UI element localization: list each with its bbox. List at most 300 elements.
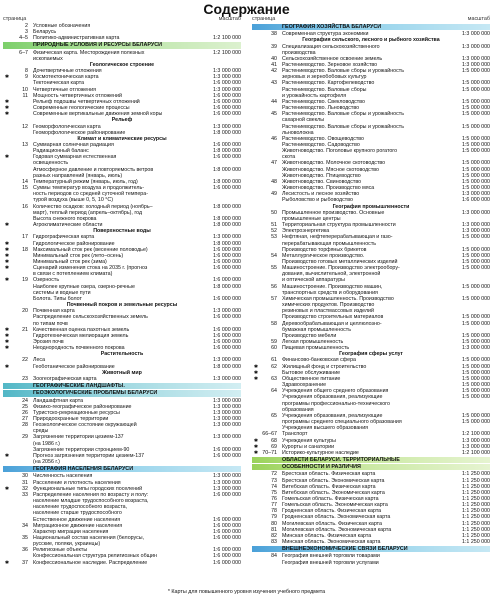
map-scale: 1:5 000 000: [462, 166, 490, 173]
map-scale: 1:5 000 000: [462, 295, 490, 302]
map-scale: 1:6 000 000: [213, 92, 241, 99]
map-scale: [448, 560, 490, 566]
footnote: * Карты для повышенного уровня изучения учебного предмета: [167, 589, 326, 595]
advanced-level-marker: ✱: [253, 449, 259, 456]
entry-title: Транспорт: [282, 431, 308, 438]
page-number: 31: [22, 479, 28, 486]
map-scale: 1:3 000 000: [213, 434, 241, 441]
map-scale: 1:8 000 000: [213, 203, 241, 210]
map-scale: 1:5 000 000: [462, 111, 490, 118]
entry-title: Промышленное производство. Основные: [282, 209, 385, 216]
contents-entry[interactable]: [3, 560, 241, 566]
page-number: [11, 364, 33, 370]
map-scale: 1:8 000 000: [213, 283, 241, 290]
section-band: ОСОБЕННОСТИ И РАЗЛИЧИЯ: [252, 464, 490, 470]
entry-title: География внешней торговли товарами: [282, 553, 380, 560]
entry-title: Функциональные типы городских поселений: [33, 485, 143, 492]
advanced-level-marker: [252, 539, 260, 545]
entry-title: Минимальный сток рек (зима): [33, 258, 107, 265]
entry-title: Дочетвертичные отложения: [33, 68, 102, 75]
column-header: [252, 16, 490, 23]
advanced-level-marker: ✱: [4, 74, 10, 81]
entry-title: Почвенная карта: [33, 308, 75, 315]
map-scale: 1:3 000 000: [462, 443, 490, 450]
page-number: 33: [22, 491, 28, 498]
entry-title: Политико-административная карта: [33, 35, 120, 42]
map-scale: 1:6 000 000: [213, 154, 241, 161]
map-scale: 1:8 000 000: [213, 215, 241, 222]
entry-title: бумажная промышленность: [282, 326, 351, 333]
entry-title: Производство торфяных брикетов: [282, 246, 367, 253]
page-number: 21: [22, 326, 28, 333]
map-scale: 1:5 000 000: [462, 339, 490, 346]
page-number: 6–7: [19, 49, 28, 56]
entry-title: Витебская область. Физическая карта: [282, 483, 376, 490]
map-scale: 1:6 000 000: [213, 339, 241, 346]
entry-title: Беларусь: [33, 29, 57, 36]
map-scale: 1:6 000 000: [213, 111, 241, 118]
page-number: [260, 197, 282, 203]
entry-title: программы среднего специального образования: [282, 419, 402, 426]
entry-title: Агроклиматические области: [33, 222, 103, 229]
entry-title: в связи с потеплением климата): [33, 271, 113, 278]
entry-title: Растениеводство. Овощеводство: [282, 135, 365, 142]
entry-title: образования: [282, 406, 314, 413]
map-scale: 1:1 250 000: [462, 496, 490, 503]
entry-title: Болота. Типы болот: [33, 295, 82, 302]
map-scale: 1:1 250 000: [462, 471, 490, 478]
entry-title: Минская область. Экономическая карта: [282, 539, 381, 546]
page-number: 42: [271, 68, 277, 75]
entry-title: Геоморфологическое районирование: [33, 129, 126, 136]
map-scale: 1:3 000 000: [213, 86, 241, 93]
entry-title: Растениеводство. Валовые сборы и урожайность: [282, 68, 404, 75]
advanced-level-marker: [3, 459, 11, 465]
entry-title: Производство мебели: [282, 332, 337, 339]
page-number: 72: [271, 471, 277, 478]
map-scale: 1:5 000 000: [462, 98, 490, 105]
page-number: 46: [271, 135, 277, 142]
entry-title: Современные вертикальные движения земной коры: [33, 111, 163, 118]
page-number: 12: [22, 123, 28, 130]
map-scale: 1:6 000 000: [213, 535, 241, 541]
map-scale: 1:1 250 000: [462, 489, 490, 496]
entry-title: Конфессиональное наследие. Распределение: [33, 559, 148, 566]
page-number: 40: [271, 55, 277, 62]
page-number: 47: [271, 160, 277, 167]
map-scale: 1:6 000 000: [213, 326, 241, 333]
map-scale: 1:3 000 000: [462, 222, 490, 229]
advanced-level-marker: ✱: [253, 369, 259, 376]
map-scale: 1:1 250 000: [462, 532, 490, 539]
map-scale: 1:6 000 000: [213, 446, 241, 453]
page-number: 34: [22, 522, 28, 529]
page-number: 70–71: [262, 449, 277, 456]
entry-title: Естественное движение населения: [33, 516, 121, 523]
entry-title: Наиболее крупные озера, озерно-речные: [33, 283, 135, 290]
entry-title: Сельскохозяйственное освоение земель: [282, 55, 383, 62]
map-scale: 1:5 000 000: [462, 135, 490, 142]
entry-title: Животноводство. Птицеводство: [282, 172, 361, 179]
entry-title: Брестская область. Экономическая карта: [282, 477, 385, 484]
map-scale: 1:5 000 000: [462, 246, 490, 253]
contents-entry[interactable]: [252, 539, 490, 545]
map-scale: [199, 459, 241, 465]
page-number: [11, 56, 33, 62]
page-number: 69: [271, 443, 277, 450]
entry-title: промышленные центры: [282, 215, 341, 222]
page-number: 15: [22, 185, 28, 192]
entry-title: Конфессиональная структура религиозных общин: [33, 553, 157, 560]
map-scale: 1:6 000 000: [213, 252, 241, 259]
page-number: 65: [271, 412, 277, 419]
page-number: 18: [22, 246, 28, 253]
entry-title: Животноводство. Мясное скотоводство: [282, 166, 379, 173]
map-scale: 1:5 000 000: [462, 252, 490, 259]
entry-title: Зоогеографическая карта: [33, 375, 97, 382]
advanced-level-marker: ✱: [4, 154, 10, 161]
page-number: 16: [22, 203, 28, 210]
advanced-level-marker: [3, 130, 11, 136]
entry-title: население трудоспособного возраста,: [33, 504, 128, 511]
page-number: 58: [271, 320, 277, 327]
map-scale: 1:5 000 000: [462, 142, 490, 149]
advanced-level-marker: ✱: [4, 265, 10, 272]
entry-title: Температурный режим (январь, июль, год): [33, 178, 138, 185]
entry-title: транспортных средств и оборудования: [282, 289, 378, 296]
map-scale: 1:8 000 000: [213, 178, 241, 185]
advanced-level-marker: ✱: [4, 326, 10, 333]
entry-title: Химическая промышленность. Производство: [282, 295, 394, 302]
entry-title: Жилищный фонд и строительство: [282, 363, 367, 370]
entry-title: Минская область. Физическая карта: [282, 532, 372, 539]
entry-title: Условные обозначения: [33, 23, 91, 29]
map-scale: 1:5 000 000: [462, 148, 490, 155]
entry-title: сахарной свеклы: [282, 117, 324, 124]
map-scale: 1:3 000 000: [213, 422, 241, 429]
entry-title: среды: [33, 428, 49, 435]
advanced-level-marker: [252, 31, 260, 37]
entry-title: Загрязнение территории цезием-137: [33, 434, 124, 441]
advanced-level-marker: ✱: [4, 363, 10, 370]
entry-title: Здравоохранение: [282, 382, 327, 389]
entry-title: Физико-географическое районирование: [33, 403, 132, 410]
entry-title: Животноводство. Свиноводство: [282, 178, 362, 185]
map-scale: 1:3 000 000: [462, 345, 490, 352]
entry-title: Суммы температур воздуха и продолжитель-: [33, 185, 145, 192]
page-number: 8: [25, 68, 28, 75]
entry-title: по типам почв: [33, 320, 68, 327]
entry-title: Растениеводство. Зерновое хозяйство: [282, 61, 378, 68]
map-scale: 1:1 250 000: [462, 483, 490, 490]
map-scale: 1:3 000 000: [462, 191, 490, 198]
map-scale: 1:6 000 000: [213, 332, 241, 339]
map-scale: 1:3 000 000: [462, 43, 490, 50]
page-number: 43: [271, 80, 277, 87]
entry-title: Витебская область. Экономическая карта: [282, 489, 385, 496]
map-scale: 1:1 250 000: [462, 526, 490, 533]
page-number: 2: [25, 23, 28, 29]
contents-entry[interactable]: [3, 376, 241, 382]
entry-title: перерабатывающая промышленность: [282, 240, 377, 247]
page-number: 79: [271, 514, 277, 521]
map-scale: 1:2 100 000: [462, 431, 490, 438]
entry-title: Растениеводство. Садоводство: [282, 142, 360, 149]
map-scale: 1:6 000 000: [213, 185, 241, 192]
map-scale: 1:8 000 000: [213, 166, 241, 173]
map-scale: 1:6 000 000: [213, 105, 241, 112]
map-scale: 1:8 000 000: [213, 363, 241, 370]
advanced-level-marker: ✱: [4, 332, 10, 339]
page-number: 83: [271, 539, 277, 546]
map-scale: 1:1 250 000: [462, 514, 490, 521]
entry-title: Миграционное движение населения: [33, 522, 123, 529]
entry-title: Леса: [33, 357, 46, 364]
map-scale: 1:3 000 000: [213, 234, 241, 241]
page-number: 74: [271, 483, 277, 490]
entry-title: Производство готовых металлических изделий: [282, 258, 398, 265]
section-band: ГЕОГРАФИЯ НАСЕЛЕНИЯ БЕЛАРУСИ: [3, 466, 241, 472]
entry-title: резиновых и пластмассовых изделий: [282, 308, 374, 315]
contents-entry[interactable]: [3, 35, 241, 41]
entry-title: Гродненская область. Физическая карта: [282, 508, 382, 515]
page-number: 50: [271, 209, 277, 216]
map-scale: 1:6 000 000: [213, 547, 241, 554]
page-number: 77: [271, 502, 277, 509]
page-number: 35: [22, 535, 28, 541]
entry-title: (на 2056 г.): [33, 459, 60, 466]
entry-title: Финансово-банковская сфера: [282, 357, 356, 364]
contents-entry[interactable]: [252, 450, 490, 456]
map-scale: 1:3 000 000: [213, 68, 241, 75]
map-scale: 1:5 000 000: [462, 382, 490, 389]
entry-title: скота: [282, 154, 296, 161]
entry-title: Геоэкологическое состояние окружающей: [33, 422, 137, 429]
entry-title: Тектоническая карта: [33, 80, 85, 87]
map-scale: 1:8 000 000: [213, 222, 241, 229]
advanced-level-marker: ✱: [253, 443, 259, 450]
contents-entry[interactable]: [252, 560, 490, 566]
entry-title: ископаемых: [33, 55, 63, 62]
entry-title: Высота снежного покрова: [33, 215, 97, 222]
page-number: 60: [271, 345, 277, 352]
subsection-heading: Почвенный покров и земельные ресурсы: [66, 302, 178, 309]
entry-title: Национальный состав населения (белорусы,: [33, 535, 145, 541]
contents-entry[interactable]: [3, 130, 241, 136]
subsection-heading: Рельеф: [111, 117, 133, 124]
page-number: 73: [271, 477, 277, 484]
advanced-level-marker: ✱: [253, 375, 259, 382]
map-scale: 1:5 000 000: [462, 357, 490, 364]
entry-title: Растениеводство. Льноводство: [282, 105, 360, 112]
entry-title: Геоморфологическая карта: [33, 123, 101, 130]
page-number: 22: [22, 357, 28, 364]
map-scale: 1:3 000 000: [213, 409, 241, 416]
page-number: 80: [271, 520, 277, 527]
advanced-level-marker: ✱: [4, 345, 10, 352]
page-number: 36: [22, 547, 28, 554]
page-number: 26: [22, 409, 28, 416]
map-scale: 1:3 000 000: [213, 415, 241, 422]
map-scale: 1:1 250 000: [462, 502, 490, 509]
map-scale: 1:3 000 000: [213, 74, 241, 81]
section-band: ОБЛАСТИ БЕЛАРУСИ. ТЕРРИТОРИАЛЬНЫЕ: [252, 457, 490, 463]
entry-title: Расселение и плотность населения: [33, 479, 121, 486]
entry-title: Максимальный сток рек (весенние половодье): [33, 246, 148, 253]
advanced-level-marker: ✱: [4, 258, 10, 265]
entry-title: Растениеводство. Картофелеводство: [282, 80, 375, 87]
entry-title: Распределение сельскохозяйственных земель: [33, 314, 148, 321]
entry-title: Учреждения образования, реализующие: [282, 394, 383, 401]
entry-title: Суммарная солнечная радиация: [33, 142, 114, 149]
map-scale: 1:5 000 000: [462, 419, 490, 426]
map-scale: 1:3 000 000: [213, 123, 241, 130]
entry-title: Ландшафтная карта: [33, 397, 84, 404]
entry-title: Пищевая промышленность: [282, 345, 350, 352]
page-number: 3: [25, 29, 28, 36]
page-number: 57: [271, 295, 277, 302]
map-scale: 1:6 000 000: [213, 246, 241, 253]
advanced-level-marker: [3, 56, 11, 62]
page-number: [11, 130, 33, 136]
page-number: 29: [22, 434, 28, 441]
page-number: [11, 296, 33, 302]
entry-title: Брестская область. Физическая карта: [282, 471, 376, 478]
map-scale: 1:5 000 000: [462, 234, 490, 241]
page-number: 81: [271, 526, 277, 533]
map-scale: 1:6 000 000: [213, 522, 241, 529]
section-band: ГЕОГРАФИЯ ХОЗЯЙСТВА БЕЛАРУСИ: [252, 24, 490, 30]
map-scale: 1:6 000 000: [213, 559, 241, 566]
map-scale: 1:5 000 000: [462, 283, 490, 290]
entry-title: разных направлений (январь, июль): [33, 172, 123, 179]
page-number: 62: [271, 363, 277, 370]
map-scale: 1:6 000 000: [213, 553, 241, 560]
advanced-level-marker: [252, 345, 260, 351]
subsection-heading: География сельского, лесного и рыбного хозяйства: [302, 37, 440, 44]
entry-title: Могилевская область. Экономическая карта: [282, 526, 392, 533]
entry-title: Машиностроение. Производство машин,: [282, 283, 383, 290]
entry-title: Гидрологическое районирование: [33, 240, 115, 247]
map-scale: 1:5 000 000: [462, 86, 490, 93]
entry-title: дования, вычислительной, электронной: [282, 271, 381, 278]
map-scale: 1:6 000 000: [213, 98, 241, 105]
map-scale: 1:3 000 000: [462, 55, 490, 62]
section-band: ВНЕШНЕЭКОНОМИЧЕСКИЕ СВЯЗИ БЕЛАРУСИ: [252, 546, 490, 552]
advanced-level-marker: ✱: [4, 222, 10, 229]
page-number: 48: [271, 178, 277, 185]
entry-title: Деревообрабатывающая и целлюлозно-: [282, 320, 382, 327]
map-scale: 1:3 000 000: [213, 479, 241, 486]
entry-title: Металлургическое производство.: [282, 252, 365, 259]
contents-entry[interactable]: [3, 459, 241, 465]
entry-title: русские, поляки, украинцы): [33, 541, 101, 548]
map-scale: 1:5 000 000: [462, 80, 490, 87]
entry-title: химических продуктов. Производство: [282, 302, 375, 309]
advanced-level-marker: [252, 560, 260, 566]
map-scale: 1:5 000 000: [462, 265, 490, 272]
entry-title: Учреждения образования, реализующие: [282, 412, 383, 419]
map-scale: 1:3 000 000: [462, 209, 490, 216]
entry-title: Могилевская область. Физическая карта: [282, 520, 382, 527]
map-scale: 1:5 000 000: [462, 172, 490, 179]
entry-title: Природоохранные территории: [33, 415, 109, 422]
page-number: [260, 560, 282, 566]
page-column-label: страница: [3, 16, 27, 22]
map-scale: 1:3 000 000: [462, 61, 490, 68]
entry-title: Машиностроение. Производство электрообору-: [282, 265, 400, 272]
entry-title: системы и водные пути: [33, 289, 91, 296]
entry-title: Годовая суммарная естественная: [33, 154, 117, 161]
map-scale: 1:3 000 000: [213, 397, 241, 404]
map-scale: 1:6 000 000: [213, 258, 241, 265]
entry-title: Электроэнергетика: [282, 228, 330, 235]
subsection-heading: География промышленности: [332, 203, 410, 210]
map-scale: 1:5 000 000: [462, 369, 490, 376]
entry-title: Учреждения высшего образования: [282, 425, 369, 432]
page-number: 51: [271, 222, 277, 229]
page-number: [11, 222, 33, 228]
entry-title: Радиационный баланс: [33, 148, 89, 155]
page-number: 23: [22, 375, 28, 382]
page-number: 53: [271, 234, 277, 241]
page-number: 25: [22, 403, 28, 410]
page-number: 84: [271, 553, 277, 560]
map-scale: 1:5 000 000: [462, 332, 490, 339]
advanced-level-marker: ✱: [253, 363, 259, 370]
page-number: 44: [271, 98, 277, 105]
entry-title: население младше трудоспособного возраста,: [33, 498, 149, 505]
page-number: 30: [22, 473, 28, 480]
page-number: 63: [271, 375, 277, 382]
entry-title: Историко-культурное наследие: [282, 449, 359, 456]
page-number: 39: [271, 43, 277, 50]
map-scale: 1:5 000 000: [462, 314, 490, 321]
map-scale: 1:6 000 000: [213, 314, 241, 321]
subsection-heading: Геологическое строение: [89, 61, 155, 68]
map-scale: 1:6 000 000: [213, 277, 241, 284]
page-number: 37: [22, 559, 28, 566]
entry-title: Гродненская область. Экономическая карта: [282, 514, 391, 521]
advanced-level-marker: [3, 296, 11, 302]
entry-title: Животноводство. Молочное скотоводство: [282, 160, 386, 167]
entry-title: Эрозия почв: [33, 339, 64, 346]
map-scale: 1:5 000 000: [462, 363, 490, 370]
contents-entry[interactable]: [3, 364, 241, 370]
page-number: 68: [271, 437, 277, 444]
page-number: 52: [271, 228, 277, 235]
advanced-level-marker: ✱: [4, 452, 10, 459]
page-number: 75: [271, 489, 277, 496]
map-scale: 1:6 000 000: [213, 491, 241, 498]
page-number: 20: [22, 308, 28, 315]
map-scale: 1:1 250 000: [462, 477, 490, 484]
entry-title: освещенность: [33, 160, 69, 167]
page-number: 49: [271, 191, 277, 198]
map-scale: 1:3 000 000: [213, 485, 241, 492]
page-number: 54: [271, 252, 277, 259]
map-scale: [199, 56, 241, 62]
map-scale: 1:2 100 000: [462, 449, 490, 456]
map-scale: 1:6 000 000: [213, 295, 241, 302]
map-scale: 1:6 000 000: [213, 516, 241, 523]
contents-entry[interactable]: [252, 197, 490, 203]
entry-title: Курорты и санатории: [282, 443, 335, 450]
advanced-level-marker: ✱: [4, 339, 10, 346]
entry-title: население старше трудоспособного: [33, 510, 122, 517]
map-scale: 1:3 000 000: [462, 31, 490, 38]
page-number: 4–5: [19, 35, 28, 42]
